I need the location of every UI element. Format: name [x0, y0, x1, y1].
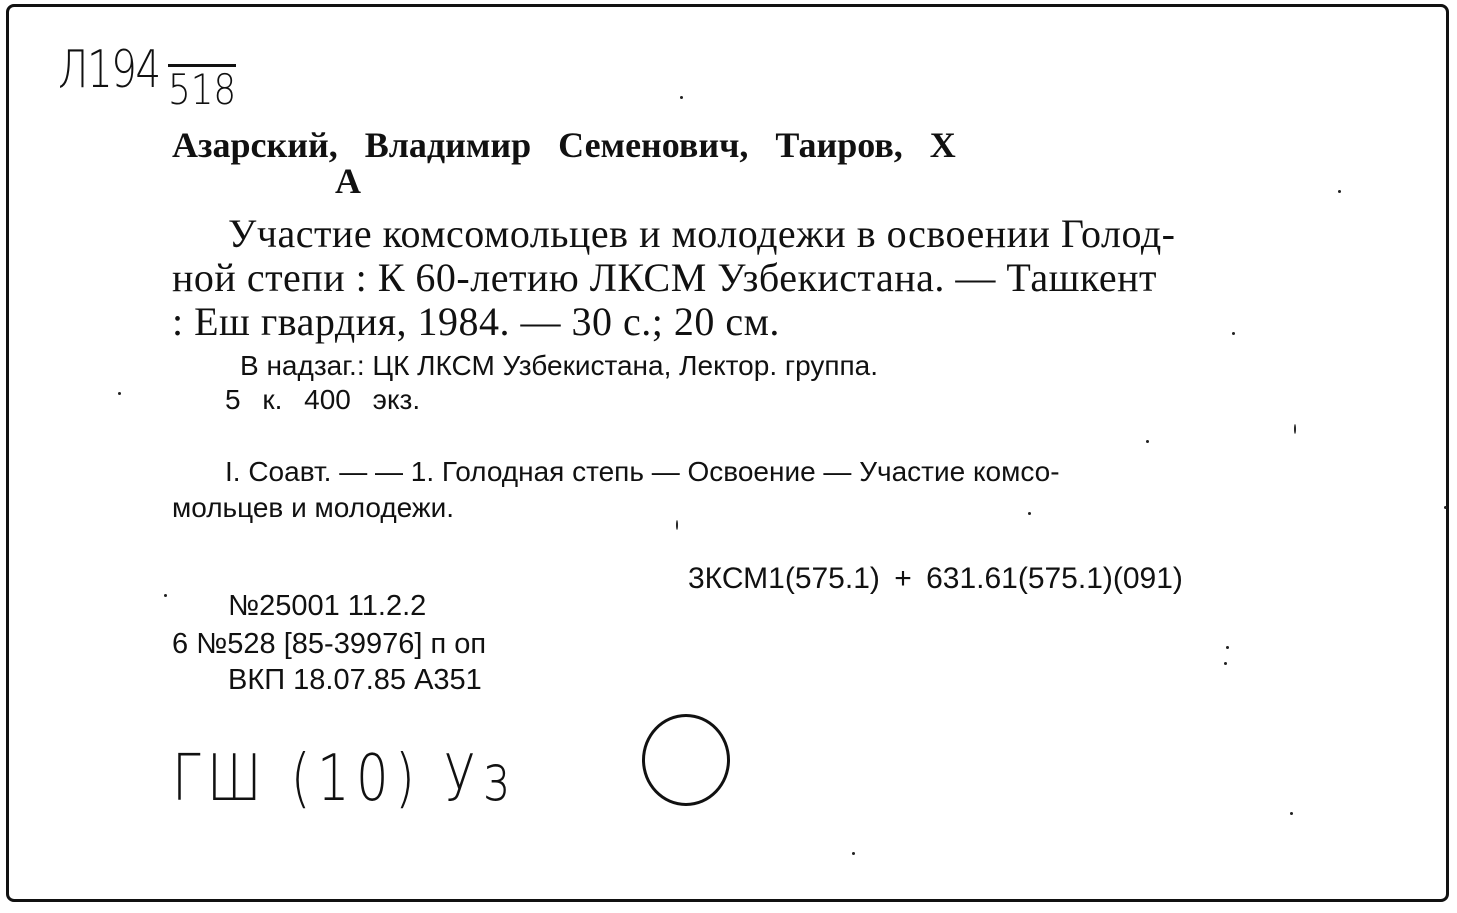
classification-index: 3КСМ1(575.1) + 631.61(575.1)(091) — [688, 562, 1183, 595]
technical-line: ВКП 18.07.85 А351 — [228, 664, 482, 696]
author-line-continued: А — [335, 161, 361, 201]
shelf-mark: Л194 — [58, 40, 160, 100]
handwritten-note: ГШ (10) Уз — [172, 742, 516, 816]
subject-line: мольцев и молодежи. — [172, 492, 455, 523]
shelf-number: 518 — [168, 65, 237, 114]
speck — [164, 594, 167, 597]
technical-line: №25001 11.2.2 — [228, 590, 427, 622]
speck — [676, 520, 678, 530]
price-print-run: 5 к. 400 экз. — [225, 384, 421, 415]
speck — [118, 392, 121, 395]
author-line: Азарский, Владимир Семенович, Таиров, Х — [172, 125, 956, 165]
note-line: В надзаг.: ЦК ЛКСМ Узбекистана, Лектор. группа. — [240, 350, 879, 381]
speck — [1338, 190, 1341, 193]
speck — [1290, 812, 1293, 815]
speck — [1028, 512, 1031, 515]
speck — [1444, 506, 1447, 509]
speck — [1232, 332, 1235, 335]
speck — [680, 96, 683, 99]
title-line: : Еш гвардия, 1984. — 30 с.; 20 см. — [172, 299, 780, 344]
speck — [1294, 424, 1296, 434]
title-line: Участие комсомольцев и молодежи в освоении Голод- — [228, 211, 1176, 256]
subject-line: I. Соавт. — — 1. Голодная степь — Освоение — Участие комсо- — [225, 456, 1060, 487]
technical-line: 6 №528 [85-39976] п оп — [172, 628, 487, 660]
title-line: ной степи : К 60-летию ЛКСМ Узбекистана. — Ташкент — [172, 255, 1157, 300]
speck — [1146, 440, 1149, 443]
speck — [1226, 646, 1229, 649]
stamp-circle — [642, 714, 730, 806]
speck — [1224, 662, 1227, 665]
speck — [852, 852, 855, 855]
